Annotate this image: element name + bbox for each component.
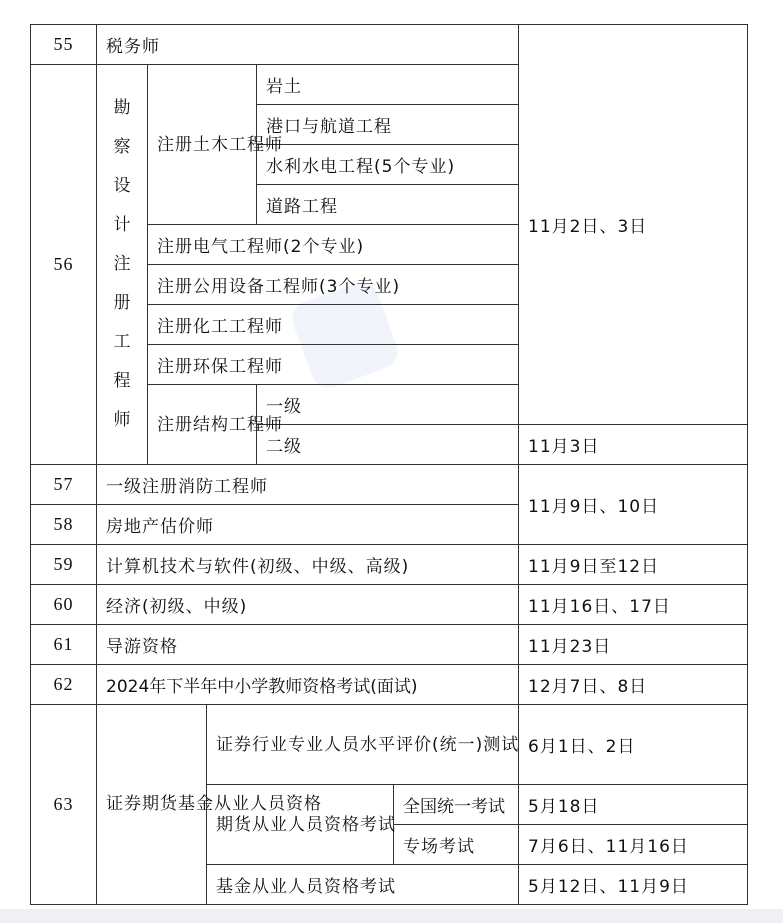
exam-name: 计算机技术与软件(初级、中级、高级) <box>97 545 519 585</box>
row-number: 59 <box>31 545 97 585</box>
table-row-61 <box>31 625 748 665</box>
futures-national: 全国统一考试 <box>394 785 519 825</box>
exam-name: 注册化工工程师 <box>148 305 519 345</box>
row-number: 62 <box>31 665 97 705</box>
row-number: 58 <box>31 505 97 545</box>
row-number: 63 <box>31 705 97 905</box>
exam-name: 税务师 <box>97 25 519 65</box>
exam-schedule-table <box>30 24 748 905</box>
securities-exam: 证券行业专业人员水平评价(统一)测试 <box>207 705 519 785</box>
page-footer-bar <box>0 909 783 923</box>
row-number: 56 <box>31 65 97 465</box>
exam-date: 11月23日 <box>519 625 748 665</box>
table-row-59 <box>31 545 748 585</box>
table-row-57 <box>31 465 748 505</box>
row-number: 61 <box>31 625 97 665</box>
exam-date: 11月16日、17日 <box>519 585 748 625</box>
table-row-62 <box>31 665 748 705</box>
exam-date: 6月1日、2日 <box>519 705 748 785</box>
civil-item: 水利水电工程(5个专业) <box>257 145 519 185</box>
civil-item: 港口与航道工程 <box>257 105 519 145</box>
exam-date: 11月3日 <box>519 425 748 465</box>
civil-engineer-label: 注册土木工程师 <box>148 65 257 225</box>
exam-name: 注册环保工程师 <box>148 345 519 385</box>
fund-exam: 基金从业人员资格考试 <box>207 865 519 905</box>
exam-date: 11月2日、3日 <box>519 25 748 425</box>
exam-name: 一级注册消防工程师 <box>97 465 519 505</box>
exam-name: 注册电气工程师(2个专业) <box>148 225 519 265</box>
table-row-60 <box>31 585 748 625</box>
category-label: 证券期货基金从业人员资格 <box>97 705 207 905</box>
row-number: 55 <box>31 25 97 65</box>
exam-date: 11月9日、10日 <box>519 465 748 545</box>
exam-date: 7月6日、11月16日 <box>519 825 748 865</box>
civil-item: 道路工程 <box>257 185 519 225</box>
civil-item: 岩土 <box>257 65 519 105</box>
structural-engineer-label: 注册结构工程师 <box>148 385 257 465</box>
row-number: 57 <box>31 465 97 505</box>
exam-name: 导游资格 <box>97 625 519 665</box>
exam-name: 房地产估价师 <box>97 505 519 545</box>
exam-name: 2024年下半年中小学教师资格考试(面试) <box>97 665 519 705</box>
row-number: 60 <box>31 585 97 625</box>
table-row-63 <box>31 705 748 785</box>
structural-level: 二级 <box>257 425 519 465</box>
structural-level: 一级 <box>257 385 519 425</box>
futures-special: 专场考试 <box>394 825 519 865</box>
exam-name: 注册公用设备工程师(3个专业) <box>148 265 519 305</box>
futures-exam-label: 期货从业人员资格考试 <box>207 785 394 865</box>
exam-date: 11月9日至12日 <box>519 545 748 585</box>
exam-name: 经济(初级、中级) <box>97 585 519 625</box>
category-label: 勘察设计注册工程师 <box>97 65 148 465</box>
exam-date: 5月12日、11月9日 <box>519 865 748 905</box>
exam-date: 12月7日、8日 <box>519 665 748 705</box>
table-row-55 <box>31 25 748 65</box>
exam-date: 5月18日 <box>519 785 748 825</box>
